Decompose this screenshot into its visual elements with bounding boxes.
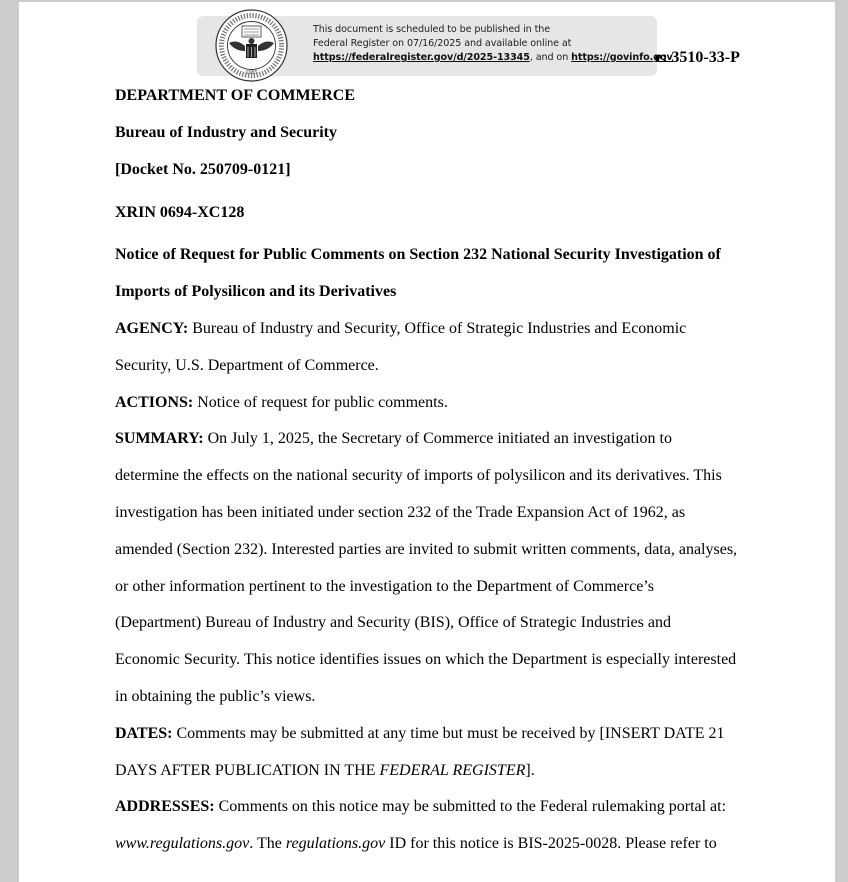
- bureau-heading: Bureau of Industry and Security: [115, 124, 337, 141]
- dates-line-1: [115, 724, 724, 744]
- federal-register-italic: FEDERAL REGISTER: [379, 762, 526, 779]
- department-heading: DEPARTMENT OF COMMERCE: [115, 87, 356, 104]
- addresses-line-2: [115, 834, 717, 854]
- agency-line-1: [115, 319, 686, 339]
- dates-text-pre: DAYS AFTER PUBLICATION IN THE: [115, 762, 380, 779]
- summary-text: On July 1, 2025, the Secretary of Commerce initiated an investigation to: [203, 430, 672, 447]
- federal-register-link[interactable]: https://federalregister.gov/d/2025-13345: [313, 52, 530, 63]
- dates-text: Comments may be submitted at any time but must be received by [INSERT DATE 21: [172, 725, 725, 742]
- dates-line-2: [115, 761, 535, 781]
- national-archives-seal-icon: [215, 9, 288, 82]
- summary-line-6: (Department) Bureau of Industry and Security (BIS), Office of Strategic Industries and: [115, 614, 671, 631]
- addresses-text: Comments on this notice may be submitted to the Federal rulemaking portal at:: [214, 798, 727, 815]
- billing-code: e: 3510-33-P: [655, 49, 740, 66]
- summary-line-1: [115, 429, 672, 449]
- addresses-line-1: [115, 797, 726, 817]
- notice-line-2: Federal Register on 07/16/2025 and available online at: [313, 38, 572, 49]
- agency-line-2: Security, U.S. Department of Commerce.: [115, 357, 379, 374]
- actions-label: ACTIONS:: [115, 394, 194, 411]
- summary-line-4: amended (Section 232). Interested parties are invited to submit written comments, data, analyses,: [115, 541, 738, 558]
- regulations-gov-italic: regulations.gov: [285, 835, 386, 852]
- agency-text: Bureau of Industry and Security, Office of Strategic Industries and Economic: [188, 320, 687, 337]
- dates-text-post: ].: [525, 762, 535, 779]
- agency-label: AGENCY:: [115, 320, 189, 337]
- summary-label: SUMMARY:: [115, 430, 204, 447]
- addresses-text-b: . The: [249, 835, 286, 852]
- svg-text:1985: 1985: [245, 70, 258, 76]
- addresses-label: ADDRESSES:: [115, 798, 215, 815]
- summary-line-2: determine the effects on the national security of imports of polysilicon and its derivatives. This: [115, 467, 722, 484]
- summary-line-5: or other information pertinent to the investigation to the Department of Commerce’s: [115, 578, 654, 595]
- docket-number: [Docket No. 250709-0121]: [115, 161, 291, 178]
- actions-line: [115, 393, 448, 413]
- publication-notice: [313, 23, 673, 65]
- govinfo-link[interactable]: https://govinfo.gov: [571, 52, 673, 63]
- notice-connector: , and on: [529, 52, 572, 63]
- notice-line-1: This document is scheduled to be published in the: [313, 24, 551, 35]
- regulations-gov-link[interactable]: www.regulations.gov: [115, 835, 250, 852]
- summary-line-8: in obtaining the public’s views.: [115, 688, 316, 705]
- xrin-number: XRIN 0694-XC128: [115, 204, 245, 221]
- actions-text: Notice of request for public comments.: [193, 394, 448, 411]
- summary-line-3: investigation has been initiated under section 232 of the Trade Expansion Act of 1962, as: [115, 504, 686, 521]
- dates-label: DATES:: [115, 725, 173, 742]
- notice-title-line-2: Imports of Polysilicon and its Derivatives: [115, 283, 397, 300]
- summary-line-7: Economic Security. This notice identifies issues on which the Department is especially interested: [115, 651, 737, 668]
- notice-title-line-1: Notice of Request for Public Comments on Section 232 National Security Investigation of: [115, 246, 721, 263]
- addresses-text-d: ID for this notice is BIS-2025-0028. Please refer to: [385, 835, 717, 852]
